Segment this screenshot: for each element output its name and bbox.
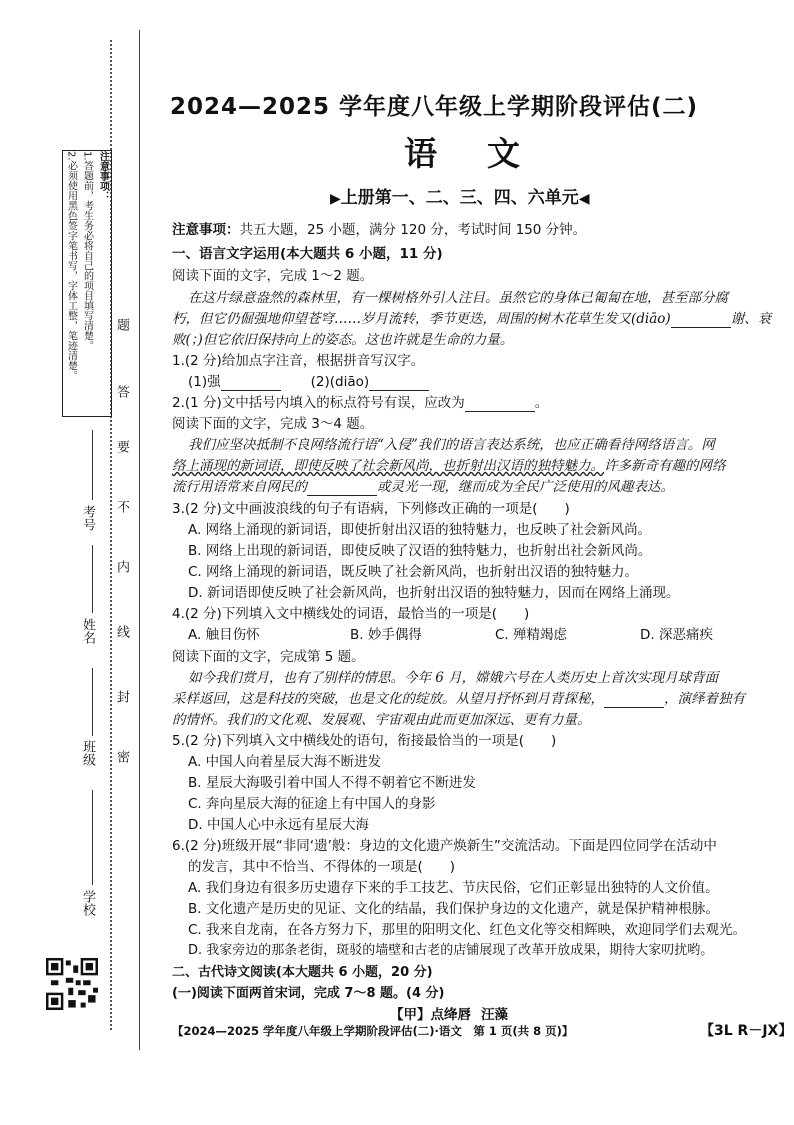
- passage2-line: [172, 475, 674, 496]
- passage3-line: 的情怀。我们的文化观、发展观、宇宙观由此而更加深远、更有力量。: [172, 712, 591, 728]
- scope-text: 上册第一、二、三、四、六单元: [340, 188, 579, 208]
- passage2-blank[interactable]: [307, 479, 377, 496]
- poem-author: 汪藻: [481, 1007, 508, 1023]
- section2-sub-heading: (一)阅读下面两首宋词，完成 7～8 题。(4 分): [172, 986, 445, 1001]
- q5-option-b: B. 星辰大海吸引着中国人不得不朝着它不断进发: [188, 775, 476, 791]
- seal-char: 不: [114, 500, 129, 513]
- question-4: 4.(2 分)下列填入文中横线处的词语，最恰当的一项是( ): [172, 606, 530, 622]
- school-blank[interactable]: [92, 790, 93, 885]
- q3-option-a: A. 网络上涌现的新词语，即使折射出汉语的独特魅力，也反映了社会新风尚。: [188, 522, 652, 538]
- poem-title: 【甲】点绛唇: [390, 1007, 471, 1023]
- q2-answer-blank[interactable]: [465, 395, 535, 412]
- question-6: 6.(2 分)班级开展“非同‘遗’般：身边的文化遗产焕新生”交流活动。下面是四位同学在活动中: [172, 838, 717, 854]
- passage1-text: 朽，但它仍倔强地仰望苍穹……岁月流转，季节更迭，周围的树木花草生发又(diāo): [172, 311, 671, 327]
- field-exam-number: 考号: [80, 505, 95, 531]
- exam-number-blank[interactable]: [92, 430, 93, 500]
- q4-option-a: A. 触目伤怀: [188, 627, 260, 643]
- q4-option-d: D. 深恶痛疾: [640, 627, 713, 643]
- section2-heading: 二、古代诗文阅读(本大题共 6 小题，20 分): [172, 965, 433, 980]
- passage3-line: 如今我们赏月，也有了别样的情思。今年 6 月，嫦娥六号在人类历史上首次实现月球背面: [188, 670, 719, 686]
- passage2-line: 我们应坚决抵制不良网络流行语“入侵”我们的语言表达系统，也应正确看待网络语言。网: [188, 437, 715, 453]
- q2-text: 2.(1 分)文中括号内填入的标点符号有误，应改为: [172, 395, 465, 411]
- question-3: 3.(2 分)文中画波浪线的句子有语病，下列修改正确的一项是( ): [172, 501, 570, 517]
- seal-char: 密: [114, 750, 129, 763]
- q5-option-a: A. 中国人向着星辰大海不断进发: [188, 754, 382, 770]
- intro-q5: 阅读下面的文字，完成第 5 题。: [172, 649, 365, 665]
- q1-answer-blank-1[interactable]: [221, 374, 281, 391]
- q1-item-1: (1)强: [188, 374, 221, 390]
- class-blank[interactable]: [92, 668, 93, 736]
- seal-char: 线: [114, 625, 129, 638]
- q6-option-c: C. 我来自龙南，在各方努力下，那里的阳明文化、红色文化等交相辉映，欢迎同学们去观光。: [188, 922, 747, 938]
- name-blank[interactable]: [92, 545, 93, 613]
- triangle-right-icon: ▶: [330, 191, 341, 207]
- q1-answer-blank-2[interactable]: [369, 374, 429, 391]
- question-6-cont: 的发言，其中不恰当、不得体的一项是( ): [188, 859, 456, 875]
- q5-option-d: D. 中国人心中永远有星辰大海: [188, 817, 369, 833]
- passage2-line: [172, 454, 726, 474]
- seal-char: 封: [114, 690, 129, 703]
- passage1-text: 谢、衰: [730, 311, 772, 327]
- section1-heading: 一、语言文字运用(本大题共 6 小题，11 分): [172, 246, 443, 262]
- passage2-text: 或灵光一现，继而成为全民广泛使用的风趣表达。: [377, 479, 674, 495]
- exam-title: 2024—2025 学年度八年级上学期阶段评估(二): [170, 94, 699, 120]
- passage1-line: 在这片绿意盎然的森林里，有一棵树格外引人注目。虽然它的身体已匍匐在地，甚至部分腐: [188, 290, 728, 306]
- q3-option-d: D. 新词语即使反映了社会新风尚，也折射出汉语的独特魅力，因而在网络上涌现。: [188, 585, 680, 601]
- notice-box-line-2: 2.必须使用黑色签字笔书写，字体工整，笔迹清楚。: [65, 151, 77, 381]
- q6-option-a: A. 我们身边有很多历史遗存下来的手工技艺、节庆民俗，它们正彰显出独特的人文价值。: [188, 880, 719, 896]
- question-1-items: [188, 370, 429, 391]
- q6-option-d: D. 我家旁边的那条老街，斑驳的墙壁和古老的店铺展现了改革开放成果，期待大家叨扰哟。: [188, 943, 714, 958]
- passage1-line: 败(；)但它依旧保持向上的姿态。这也许就是生命的力量。: [172, 332, 514, 348]
- margin-divider: [139, 30, 140, 1050]
- q3-option-c: C. 网络上涌现的新词语，既反映了社会新风尚，也折射出汉语的独特魅力。: [188, 564, 639, 580]
- q4-option-c: C. 殚精竭虑: [495, 627, 568, 643]
- passage3-blank[interactable]: [604, 691, 664, 708]
- q6-option-b: B. 文化遗产是历史的见证、文化的结晶，我们保护身边的文化遗产，就是保护精神根脉。: [188, 901, 719, 917]
- poem-header: [390, 1003, 508, 1023]
- q5-option-c: C. 奔向星辰大海的征途上有中国人的身影: [188, 796, 436, 812]
- notice-box-line-1: 1.答题前，考生务必将自己的项目填写清楚。: [81, 151, 93, 351]
- notice-box-title: 注意事项：: [97, 151, 109, 201]
- q3-option-b: B. 网络上出现的新词语，即使反映了汉语的独特魅力，也折射出社会新风尚。: [188, 543, 652, 559]
- seal-char: 内: [114, 560, 129, 573]
- notes-text: 共五大题，25 小题，满分 120 分，考试时间 150 分钟。: [239, 222, 587, 238]
- notes-label: 注意事项：: [172, 222, 240, 238]
- exam-notes: [172, 218, 586, 238]
- field-name: 姓名: [80, 618, 95, 644]
- passage3-text: ，演绎着独有: [664, 691, 745, 707]
- q1-item-2: (2)(diāo): [310, 374, 370, 390]
- passage1-line: [172, 307, 771, 328]
- scope-banner: [330, 183, 590, 208]
- qr-code-icon: [46, 958, 98, 1010]
- seal-char: 答: [114, 385, 129, 398]
- page-footer: 【2024—2025 学年度八年级上学期阶段评估(二)·语文 第 1 页(共 8 页)】: [172, 1024, 574, 1038]
- seal-char: 要: [114, 440, 129, 453]
- intro-q1-2: 阅读下面的文字，完成 1～2 题。: [172, 268, 374, 284]
- q4-option-b: B. 妙手偶得: [350, 627, 422, 643]
- exam-code: 【3L R－JX】: [700, 1023, 793, 1039]
- triangle-left-icon: ◀: [578, 191, 590, 207]
- passage3-line: [172, 687, 745, 708]
- q2-end: 。: [534, 395, 549, 411]
- intro-q3-4: 阅读下面的文字，完成 3～4 题。: [172, 416, 374, 432]
- subject-title: 语文: [404, 134, 570, 173]
- passage1-blank[interactable]: [671, 311, 731, 328]
- wavy-sentence: 络上涌现的新词语，即使反映了社会新风尚，也折射出汉语的独特魅力。: [172, 458, 604, 474]
- field-class: 班级: [80, 740, 95, 766]
- notice-box: [62, 150, 112, 417]
- binding-margin: [0, 0, 140, 1125]
- passage3-text: 采样返回，这是科技的突破，也是文化的绽放。从望月抒怀到月背探秘，: [172, 691, 604, 707]
- seal-char: 题: [114, 318, 129, 331]
- field-school: 学校: [80, 890, 95, 916]
- question-2: [172, 391, 548, 412]
- passage2-text: 许多新奇有趣的网络: [604, 458, 726, 474]
- question-1: 1.(2 分)给加点字注音，根据拼音写汉字。: [172, 353, 425, 369]
- passage2-text: 流行用语常来自网民的: [172, 479, 307, 495]
- question-5: 5.(2 分)下列填入文中横线处的语句，衔接最恰当的一项是( ): [172, 733, 557, 749]
